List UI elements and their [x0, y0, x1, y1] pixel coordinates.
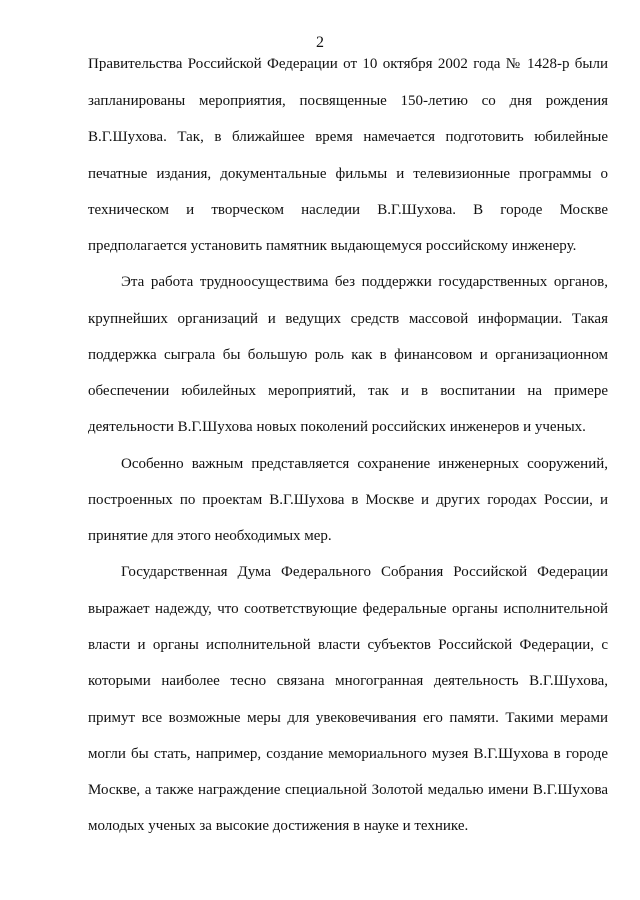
- paragraph-2-line-2: крупнейших организаций и ведущих средств массовой информации. Такая: [88, 311, 608, 327]
- paragraph-2-line-4: обеспечении юбилейных мероприятий, так и в воспитании на примере: [88, 383, 608, 399]
- paragraph-1-line-4: печатные издания, документальные фильмы и телевизионные программы о: [88, 166, 608, 182]
- paragraph-4-line-1: Государственная Дума Федерального Собрания Российской Федерации: [121, 564, 608, 580]
- paragraph-1-line-2: запланированы мероприятия, посвященные 150-летию со дня рождения: [88, 93, 608, 109]
- paragraph-1-line-5: техническом и творческом наследии В.Г.Шухова. В городе Москве: [88, 202, 608, 218]
- page-number: 2: [316, 34, 324, 51]
- paragraph-4-line-3: власти и органы исполнительной власти субъектов Российской Федерации, с: [88, 637, 608, 653]
- paragraph-2-line-3: поддержка сыграла бы большую роль как в финансовом и организационном: [88, 347, 608, 363]
- paragraph-4-line-2: выражает надежду, что соответствующие федеральные органы исполнительной: [88, 601, 608, 617]
- paragraph-1-line-6: предполагается установить памятник выдающемуся российскому инженеру.: [88, 238, 577, 254]
- paragraph-1-line-3: В.Г.Шухова. Так, в ближайшее время намечается подготовить юбилейные: [88, 129, 608, 145]
- paragraph-4-line-4: которыми наиболее тесно связана многогранная деятельность В.Г.Шухова,: [88, 673, 608, 689]
- paragraph-1-line-1: Правительства Российской Федерации от 10 октября 2002 года № 1428-р были: [88, 56, 608, 72]
- paragraph-3-line-2: построенных по проектам В.Г.Шухова в Москве и других городах России, и: [88, 492, 608, 508]
- paragraph-4-line-8: молодых ученых за высокие достижения в науке и технике.: [88, 818, 469, 834]
- paragraph-2-line-5: деятельности В.Г.Шухова новых поколений российских инженеров и ученых.: [88, 419, 586, 435]
- paragraph-3-line-1: Особенно важным представляется сохранение инженерных сооружений,: [121, 456, 608, 472]
- paragraph-4-line-5: примут все возможные меры для увековечивания его памяти. Такими мерами: [88, 710, 608, 726]
- paragraph-4-line-7: Москве, а также награждение специальной Золотой медалью имени В.Г.Шухова: [88, 782, 608, 798]
- paragraph-2-line-1: Эта работа трудноосуществима без поддержки государственных органов,: [121, 274, 608, 290]
- paragraph-3-line-3: принятие для этого необходимых мер.: [88, 528, 332, 544]
- paragraph-4-line-6: могли бы стать, например, создание мемориального музея В.Г.Шухова в городе: [88, 746, 608, 762]
